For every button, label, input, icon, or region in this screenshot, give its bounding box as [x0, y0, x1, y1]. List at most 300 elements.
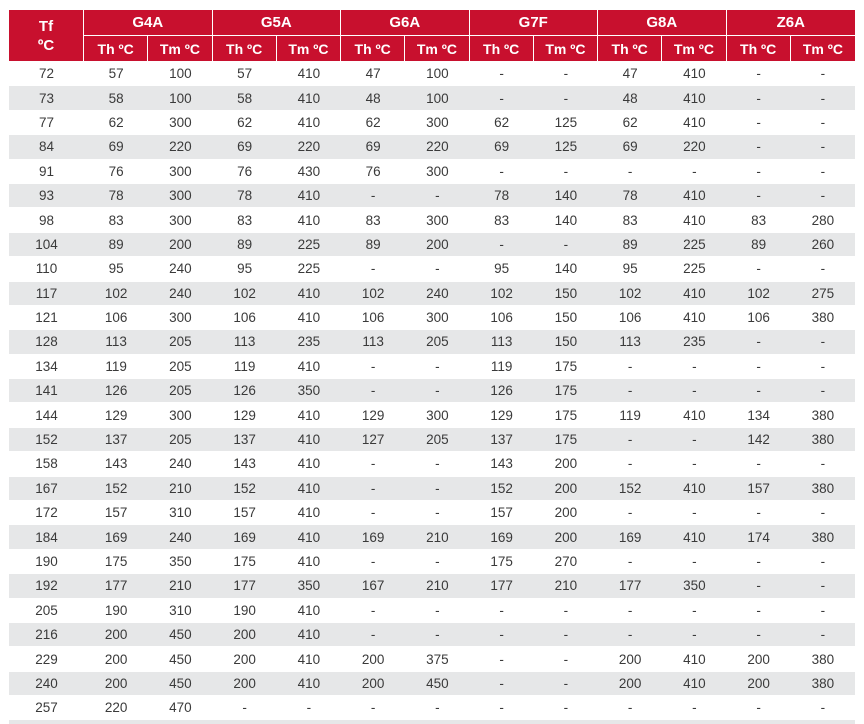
tf-cell: 144	[9, 403, 84, 427]
tm-cell: 350	[662, 574, 726, 598]
th-cell: 200	[727, 672, 791, 696]
tf-cell: 240	[9, 672, 84, 696]
tm-cell: 240	[148, 525, 212, 549]
th-cell: 106	[727, 306, 791, 330]
th-cell: 119	[84, 355, 148, 379]
group-header-z6a: Z6A	[727, 10, 856, 36]
th-cell: 69	[84, 135, 148, 159]
header-row-subcolumns	[9, 36, 855, 62]
table-row	[9, 355, 855, 379]
tm-cell: 410	[277, 477, 341, 501]
table-header	[9, 10, 855, 62]
tm-cell: -	[791, 574, 855, 598]
table-row	[9, 403, 855, 427]
th-cell: 175	[470, 550, 534, 574]
tm-cell: 380	[791, 306, 855, 330]
th-cell: 47	[598, 62, 662, 86]
table-row	[9, 623, 855, 647]
th-cell: 83	[213, 208, 277, 232]
th-cell: 89	[341, 233, 405, 257]
tm-cell: 100	[405, 62, 469, 86]
tm-cell: 100	[148, 62, 212, 86]
tm-cell: 310	[148, 501, 212, 525]
tm-cell: 275	[791, 282, 855, 306]
th-cell: 78	[470, 184, 534, 208]
table-row	[9, 452, 855, 476]
temperature-table	[9, 10, 855, 724]
tm-cell: 140	[534, 208, 598, 232]
th-cell: 157	[84, 501, 148, 525]
th-cell: 190	[213, 599, 277, 623]
tm-cell: 220	[148, 135, 212, 159]
tm-cell: 220	[277, 135, 341, 159]
th-cell: -	[727, 330, 791, 354]
tm-cell: 280	[791, 208, 855, 232]
tm-cell: 375	[405, 647, 469, 671]
th-cell: 62	[598, 111, 662, 135]
th-cell: 78	[598, 184, 662, 208]
subheader-tm: Tm ºC	[277, 36, 341, 62]
tm-cell: -	[791, 379, 855, 403]
th-cell: 57	[213, 62, 277, 86]
th-cell: 78	[84, 184, 148, 208]
tm-cell: 100	[405, 86, 469, 110]
th-cell: -	[727, 550, 791, 574]
temperature-table-container	[9, 10, 855, 724]
table-row	[9, 111, 855, 135]
tm-cell: 410	[662, 306, 726, 330]
th-cell: 169	[598, 525, 662, 549]
tm-cell: 210	[405, 525, 469, 549]
subheader-th: Th ºC	[470, 36, 534, 62]
th-cell: -	[470, 86, 534, 110]
th-cell: 137	[470, 428, 534, 452]
tm-cell: -	[534, 62, 598, 86]
tf-cell: 93	[9, 184, 84, 208]
tm-cell: 140	[534, 257, 598, 281]
tm-cell: -	[662, 160, 726, 184]
tm-cell: -	[791, 501, 855, 525]
tm-cell: 410	[662, 525, 726, 549]
tm-cell: 350	[277, 379, 341, 403]
group-header-g5a: G5A	[213, 10, 342, 36]
tm-cell: -	[791, 135, 855, 159]
tm-cell: -	[405, 599, 469, 623]
th-cell: 62	[213, 111, 277, 135]
tm-cell: 175	[534, 428, 598, 452]
tm-cell: 240	[148, 257, 212, 281]
tm-cell: 450	[148, 623, 212, 647]
tm-cell: 300	[405, 160, 469, 184]
tf-column-header	[9, 10, 84, 62]
tm-cell: 225	[662, 257, 726, 281]
th-cell: -	[598, 623, 662, 647]
tm-cell: 380	[791, 647, 855, 671]
tm-cell: 270	[534, 550, 598, 574]
tm-cell: 410	[277, 184, 341, 208]
subheader-tm: Tm ºC	[791, 36, 855, 62]
tm-cell: -	[405, 623, 469, 647]
tm-cell: 410	[662, 111, 726, 135]
th-cell: -	[470, 623, 534, 647]
table-row	[9, 306, 855, 330]
tm-cell: -	[405, 452, 469, 476]
tm-cell: 300	[148, 160, 212, 184]
th-cell: 174	[727, 525, 791, 549]
subheader-tm: Tm ºC	[148, 36, 212, 62]
th-cell: 200	[84, 623, 148, 647]
tm-cell: 470	[148, 696, 212, 723]
th-cell: 175	[84, 550, 148, 574]
tm-cell: -	[534, 160, 598, 184]
th-cell: 200	[84, 672, 148, 696]
th-cell: 119	[213, 355, 277, 379]
tm-cell: 205	[148, 379, 212, 403]
th-cell: 200	[727, 647, 791, 671]
th-cell: -	[727, 623, 791, 647]
tm-cell: 450	[405, 672, 469, 696]
tm-cell: 350	[277, 574, 341, 598]
tm-cell: -	[405, 257, 469, 281]
tm-cell: 410	[277, 86, 341, 110]
th-cell: -	[727, 452, 791, 476]
subheader-th: Th ºC	[341, 36, 405, 62]
table-row	[9, 208, 855, 232]
tf-cell: 117	[9, 282, 84, 306]
tm-cell: -	[405, 550, 469, 574]
th-cell: 169	[470, 525, 534, 549]
th-cell: -	[598, 550, 662, 574]
tm-cell: -	[662, 623, 726, 647]
th-cell: 177	[470, 574, 534, 598]
table-row	[9, 330, 855, 354]
th-cell: 102	[84, 282, 148, 306]
th-cell: -	[727, 696, 791, 723]
tm-cell: 225	[277, 233, 341, 257]
group-header-g4a: G4A	[84, 10, 213, 36]
th-cell: -	[341, 501, 405, 525]
th-cell: -	[598, 160, 662, 184]
tm-cell: 410	[662, 403, 726, 427]
th-cell: 113	[470, 330, 534, 354]
table-row	[9, 160, 855, 184]
th-cell: 129	[341, 403, 405, 427]
th-cell: 89	[213, 233, 277, 257]
tm-cell: 380	[791, 525, 855, 549]
tf-cell: 104	[9, 233, 84, 257]
tf-cell: 257	[9, 696, 84, 723]
tf-cell: 172	[9, 501, 84, 525]
table-row	[9, 672, 855, 696]
th-cell: 76	[341, 160, 405, 184]
th-cell: -	[470, 62, 534, 86]
th-cell: -	[727, 62, 791, 86]
tm-cell: 150	[534, 306, 598, 330]
tm-cell: -	[662, 355, 726, 379]
tm-cell: 410	[277, 306, 341, 330]
th-cell: 177	[213, 574, 277, 598]
tf-cell: 205	[9, 599, 84, 623]
tm-cell: 410	[277, 672, 341, 696]
tm-cell: 300	[405, 111, 469, 135]
tm-cell: -	[662, 599, 726, 623]
th-cell: 69	[341, 135, 405, 159]
th-cell: 167	[341, 574, 405, 598]
table-row	[9, 501, 855, 525]
th-cell: -	[727, 599, 791, 623]
th-cell: -	[470, 233, 534, 257]
th-cell: 169	[84, 525, 148, 549]
th-cell: 152	[84, 477, 148, 501]
th-cell: 102	[213, 282, 277, 306]
tm-cell: 150	[534, 330, 598, 354]
th-cell: -	[470, 672, 534, 696]
tm-cell: 260	[791, 233, 855, 257]
group-header-g6a: G6A	[341, 10, 470, 36]
tm-cell: 210	[148, 477, 212, 501]
th-cell: 152	[470, 477, 534, 501]
th-cell: -	[341, 355, 405, 379]
th-cell: 62	[84, 111, 148, 135]
tm-cell: 410	[277, 282, 341, 306]
th-cell: 152	[213, 477, 277, 501]
th-cell: 127	[341, 428, 405, 452]
tm-cell: -	[534, 672, 598, 696]
th-cell: -	[598, 355, 662, 379]
th-cell: 106	[84, 306, 148, 330]
tm-cell: 200	[534, 477, 598, 501]
th-cell: 83	[598, 208, 662, 232]
tm-cell: -	[405, 379, 469, 403]
th-cell: -	[727, 257, 791, 281]
table-row	[9, 233, 855, 257]
tf-cell: 190	[9, 550, 84, 574]
th-cell: 95	[598, 257, 662, 281]
tf-cell: 158	[9, 452, 84, 476]
th-cell: -	[341, 696, 405, 723]
th-cell: -	[598, 501, 662, 525]
tm-cell: -	[662, 379, 726, 403]
tm-cell: -	[405, 355, 469, 379]
th-cell: -	[598, 599, 662, 623]
th-cell: 106	[598, 306, 662, 330]
tm-cell: 410	[662, 208, 726, 232]
tm-cell: 410	[662, 62, 726, 86]
th-cell: 119	[598, 403, 662, 427]
tm-cell: 240	[405, 282, 469, 306]
th-cell: 62	[341, 111, 405, 135]
tm-cell: -	[791, 184, 855, 208]
th-cell: -	[598, 428, 662, 452]
th-cell: 169	[213, 525, 277, 549]
th-cell: 83	[341, 208, 405, 232]
tm-cell: -	[534, 86, 598, 110]
th-cell: 129	[470, 403, 534, 427]
th-cell: 58	[84, 86, 148, 110]
th-cell: 89	[598, 233, 662, 257]
th-cell: 113	[84, 330, 148, 354]
header-row-groups	[9, 10, 855, 36]
tm-cell: 410	[662, 477, 726, 501]
th-cell: 113	[341, 330, 405, 354]
tm-cell: 240	[148, 282, 212, 306]
tm-cell: 410	[277, 623, 341, 647]
table-row	[9, 599, 855, 623]
th-cell: -	[213, 696, 277, 723]
tf-cell: 110	[9, 257, 84, 281]
th-cell: -	[341, 477, 405, 501]
table-row	[9, 428, 855, 452]
tm-cell: 200	[148, 233, 212, 257]
tm-cell: 300	[405, 306, 469, 330]
tm-cell: -	[791, 452, 855, 476]
th-cell: 58	[213, 86, 277, 110]
th-cell: -	[598, 696, 662, 723]
th-cell: -	[727, 184, 791, 208]
tm-cell: 210	[534, 574, 598, 598]
th-cell: 200	[598, 647, 662, 671]
th-cell: 200	[84, 647, 148, 671]
subheader-th: Th ºC	[213, 36, 277, 62]
th-cell: -	[727, 86, 791, 110]
tm-cell: 100	[148, 86, 212, 110]
tm-cell: -	[534, 696, 598, 723]
th-cell: 113	[213, 330, 277, 354]
tm-cell: 200	[534, 501, 598, 525]
table-row	[9, 257, 855, 281]
table-row	[9, 282, 855, 306]
th-cell: -	[598, 452, 662, 476]
th-cell: 106	[470, 306, 534, 330]
tm-cell: 175	[534, 403, 598, 427]
th-cell: 177	[84, 574, 148, 598]
tf-cell: 192	[9, 574, 84, 598]
tf-unit: ºC	[37, 36, 55, 54]
tf-cell: 73	[9, 86, 84, 110]
th-cell: 126	[470, 379, 534, 403]
tm-cell: 205	[405, 330, 469, 354]
subheader-th: Th ºC	[84, 36, 148, 62]
tm-cell: 200	[405, 233, 469, 257]
tm-cell: 210	[148, 574, 212, 598]
th-cell: 200	[341, 672, 405, 696]
th-cell: 143	[84, 452, 148, 476]
th-cell: 157	[727, 477, 791, 501]
tm-cell: 410	[277, 111, 341, 135]
tm-cell: -	[534, 599, 598, 623]
tm-cell: 410	[277, 355, 341, 379]
tm-cell: -	[791, 257, 855, 281]
table-row	[9, 135, 855, 159]
th-cell: 95	[213, 257, 277, 281]
tf-cell: 121	[9, 306, 84, 330]
tm-cell: 450	[148, 672, 212, 696]
th-cell: 102	[598, 282, 662, 306]
tm-cell: 300	[148, 306, 212, 330]
th-cell: 113	[598, 330, 662, 354]
tm-cell: 140	[534, 184, 598, 208]
tm-cell: 220	[405, 135, 469, 159]
th-cell: 126	[213, 379, 277, 403]
th-cell: -	[341, 550, 405, 574]
group-header-g8a: G8A	[598, 10, 727, 36]
subheader-tm: Tm ºC	[405, 36, 469, 62]
tm-cell: 410	[277, 428, 341, 452]
tm-cell: 200	[534, 452, 598, 476]
tf-cell: 77	[9, 111, 84, 135]
tm-cell: 225	[277, 257, 341, 281]
table-body	[9, 62, 855, 724]
th-cell: 69	[470, 135, 534, 159]
table-row	[9, 525, 855, 549]
th-cell: -	[341, 379, 405, 403]
th-cell: 76	[84, 160, 148, 184]
tm-cell: -	[277, 696, 341, 723]
tm-cell: -	[662, 501, 726, 525]
th-cell: 200	[213, 672, 277, 696]
tm-cell: 410	[277, 62, 341, 86]
th-cell: 83	[84, 208, 148, 232]
tm-cell: 300	[148, 208, 212, 232]
tm-cell: 210	[405, 574, 469, 598]
table-row	[9, 647, 855, 671]
tm-cell: 150	[534, 282, 598, 306]
th-cell: 78	[213, 184, 277, 208]
th-cell: 220	[84, 696, 148, 723]
tm-cell: -	[405, 501, 469, 525]
th-cell: -	[470, 599, 534, 623]
subheader-th: Th ºC	[598, 36, 662, 62]
tm-cell: -	[791, 160, 855, 184]
th-cell: 62	[470, 111, 534, 135]
tm-cell: -	[791, 599, 855, 623]
tm-cell: 205	[148, 355, 212, 379]
table-row	[9, 477, 855, 501]
th-cell: 102	[727, 282, 791, 306]
tm-cell: -	[791, 330, 855, 354]
tm-cell: -	[534, 623, 598, 647]
tm-cell: 410	[277, 208, 341, 232]
tm-cell: 410	[662, 672, 726, 696]
tm-cell: 350	[148, 550, 212, 574]
group-header-g7f: G7F	[470, 10, 599, 36]
tm-cell: 410	[277, 550, 341, 574]
tm-cell: 300	[148, 403, 212, 427]
th-cell: 152	[598, 477, 662, 501]
th-cell: 137	[213, 428, 277, 452]
tm-cell: -	[405, 477, 469, 501]
subheader-th: Th ºC	[727, 36, 791, 62]
th-cell: 134	[727, 403, 791, 427]
table-row	[9, 696, 855, 723]
tm-cell: 300	[148, 184, 212, 208]
th-cell: 137	[84, 428, 148, 452]
tm-cell: 380	[791, 672, 855, 696]
th-cell: 47	[341, 62, 405, 86]
th-cell: -	[341, 623, 405, 647]
th-cell: 126	[84, 379, 148, 403]
tm-cell: 300	[148, 111, 212, 135]
tm-cell: 410	[277, 525, 341, 549]
tm-cell: 175	[534, 379, 598, 403]
tm-cell: 240	[148, 452, 212, 476]
th-cell: 143	[470, 452, 534, 476]
th-cell: -	[470, 160, 534, 184]
tm-cell: 300	[405, 208, 469, 232]
table-row	[9, 574, 855, 598]
th-cell: 169	[341, 525, 405, 549]
tf-cell: 84	[9, 135, 84, 159]
